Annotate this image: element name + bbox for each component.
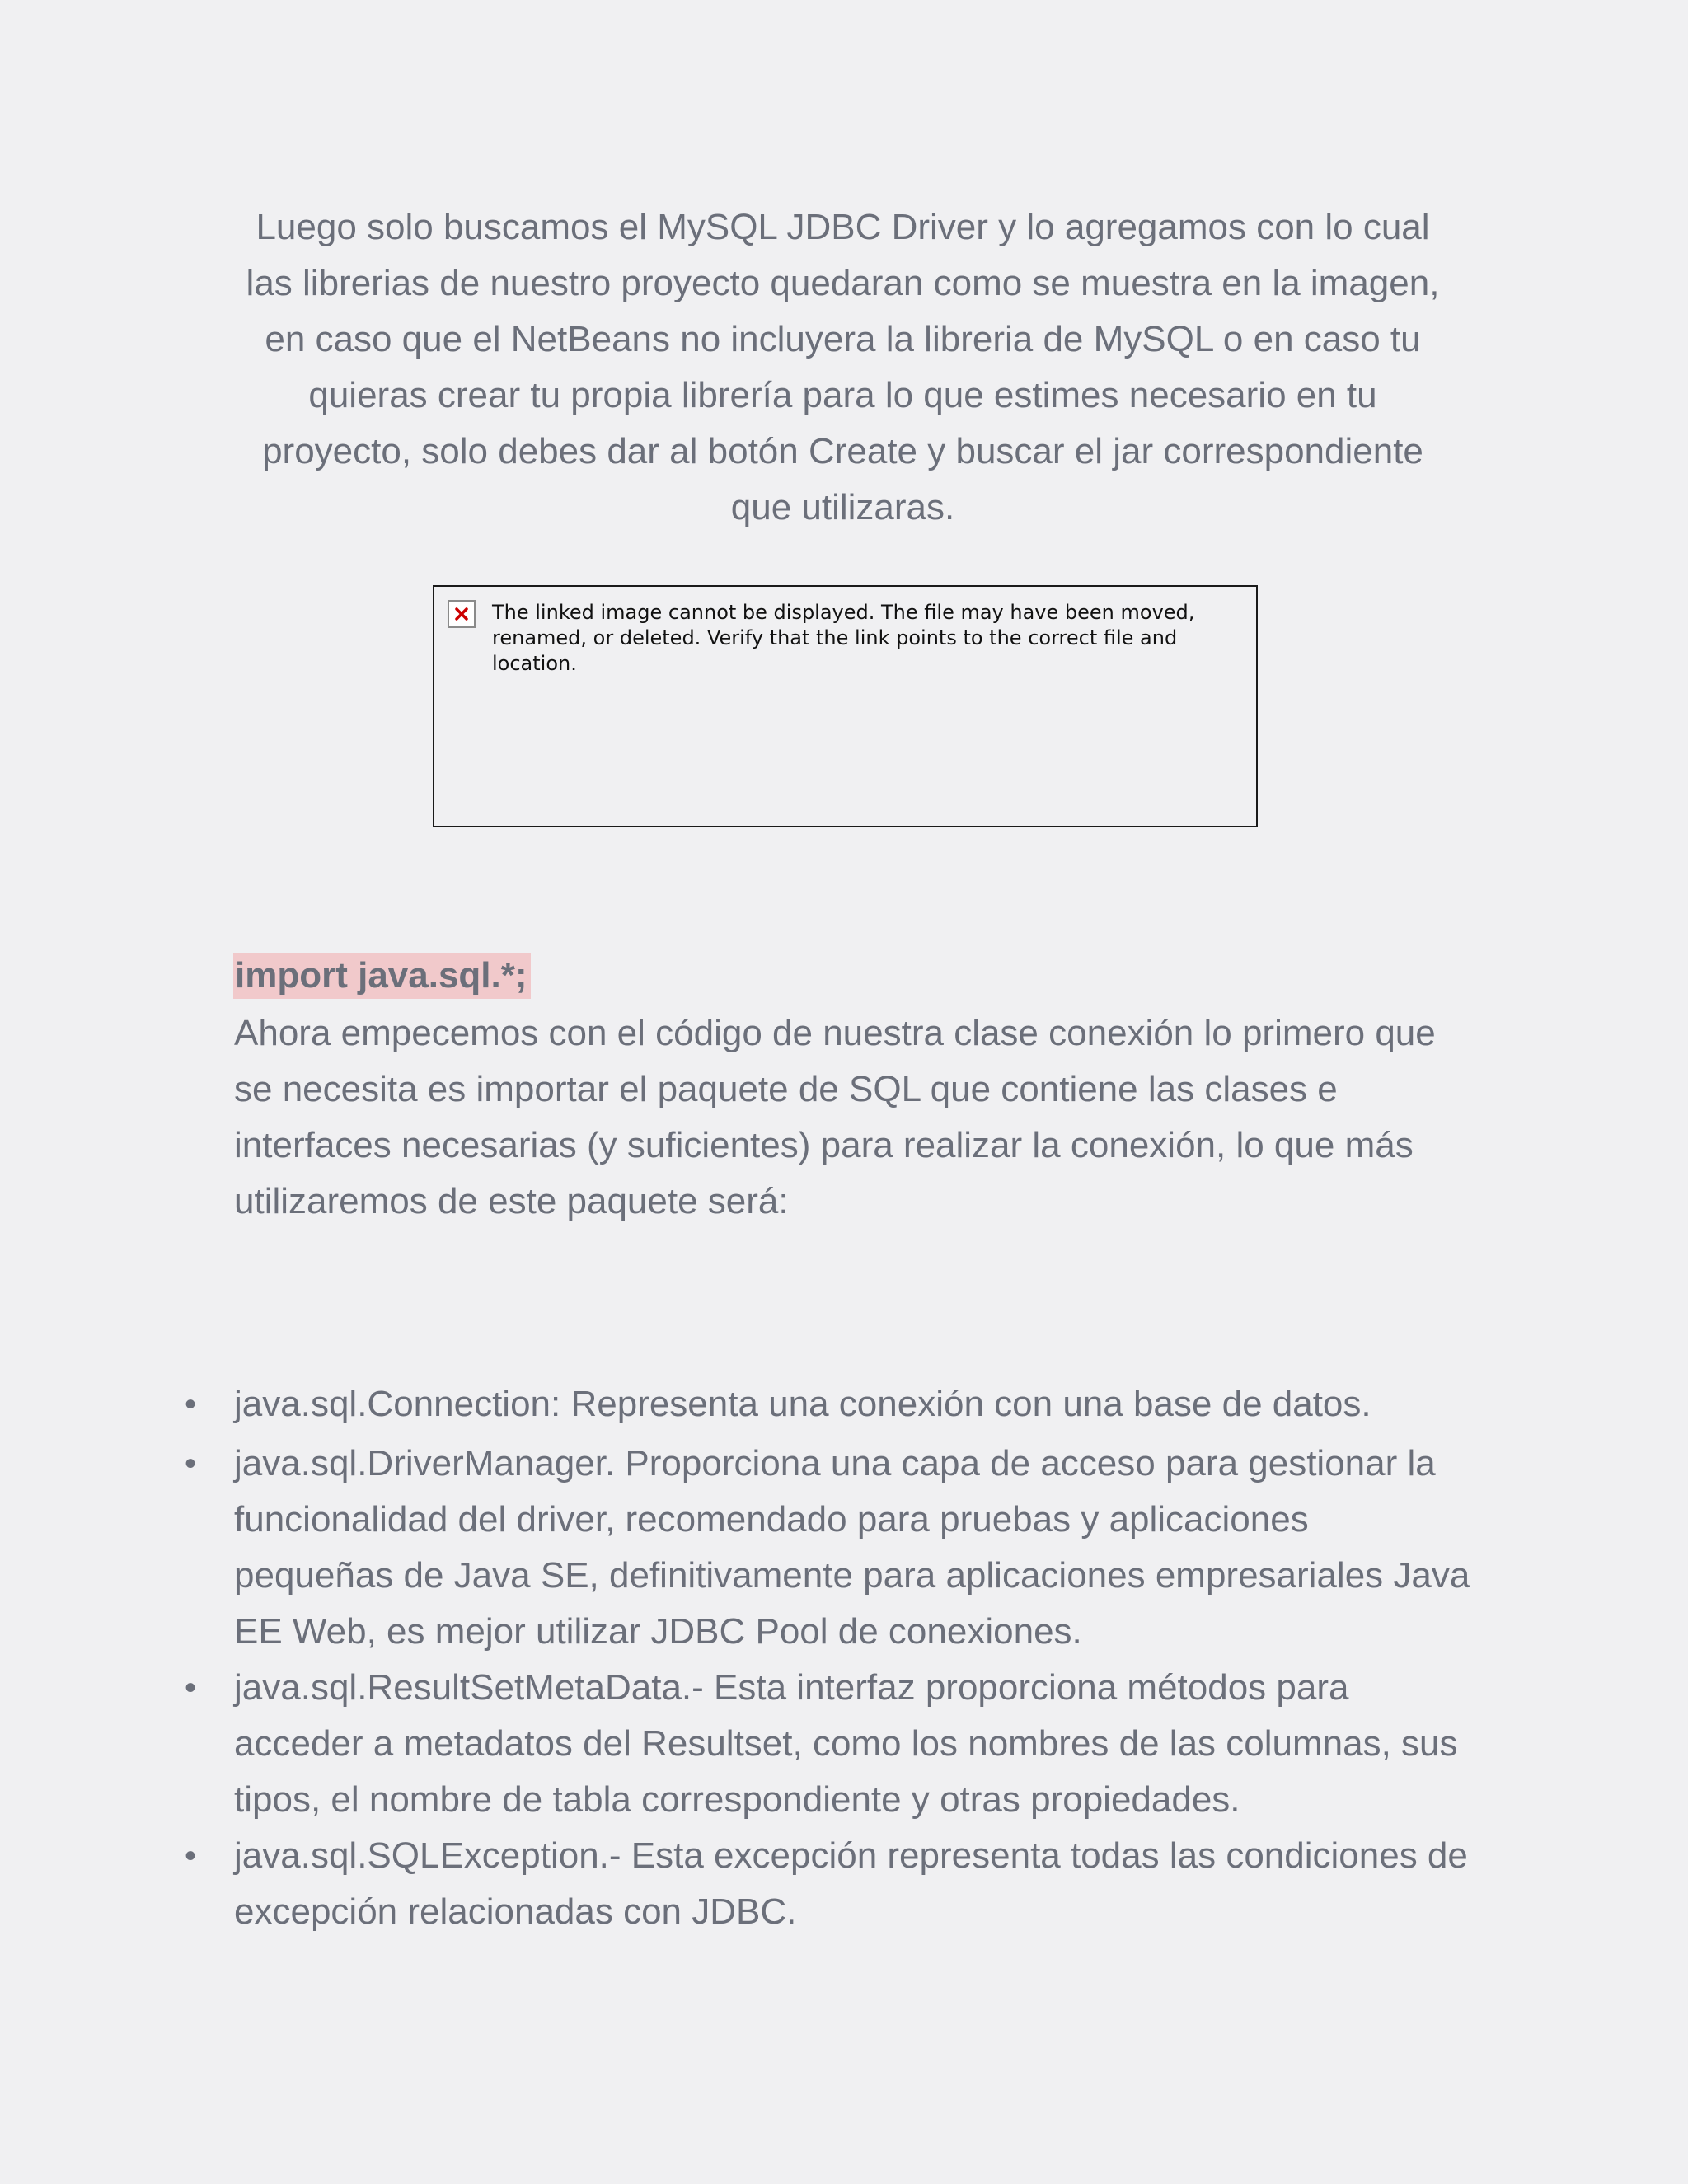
bullet-marker: •	[185, 1446, 197, 1482]
list-item-text: java.sql.Connection: Representa una conexión con una base de datos.	[234, 1384, 1372, 1424]
body-paragraph: Ahora empecemos con el código de nuestra clase conexión lo primero que se necesita es importar el paquete de SQL que contiene las clases e interfaces necesarias (y suficientes) para realizar la conexión, lo que más utilizaremos de este paquete será:	[234, 1013, 1436, 1221]
list-item	[185, 1376, 1470, 1432]
list-item-text: java.sql.DriverManager. Proporciona una capa de acceso para gestionar la funcionalidad del driver, recomendado para pruebas y aplicaciones pequeñas de Java SE, definitivamente para aplicaciones empresariales Java EE Web, es mejor utilizar JDBC Pool de conexiones.	[234, 1443, 1470, 1652]
broken-image-placeholder	[433, 585, 1258, 827]
list-item	[185, 1660, 1470, 1828]
list-item-text: java.sql.SQLException.- Esta excepción representa todas las condiciones de excepción relacionadas con JDBC.	[234, 1835, 1468, 1932]
bullet-marker: •	[185, 1838, 197, 1874]
bullet-marker: •	[185, 1670, 197, 1706]
intro-paragraph: Luego solo buscamos el MySQL JDBC Driver y lo agregamos con lo cual las librerias de nuestro proyecto quedaran como se muestra en la imagen, en caso que el NetBeans no incluyera la libreria de MySQL o en caso tu quieras crear tu propia librería para lo que estimes necesario en tu proyecto, solo debes dar al botón Create y buscar el jar correspondiente que utilizaras.	[246, 207, 1440, 527]
broken-image-message: The linked image cannot be displayed. The file may have been moved, renamed, or deleted. Verify that the link points to the correct file and location.	[492, 601, 1195, 675]
list-item	[185, 1828, 1470, 1940]
broken-image-icon	[448, 600, 476, 628]
list-item	[185, 1436, 1470, 1660]
bullet-list	[185, 1376, 1470, 1940]
list-item-text: java.sql.ResultSetMetaData.- Esta interfaz proporciona métodos para acceder a metadatos del Resultset, como los nombres de las columnas, sus tipos, el nombre de tabla correspondiente y otras propiedades.	[234, 1667, 1458, 1820]
bullet-marker: •	[185, 1386, 197, 1422]
import-statement: import java.sql.*;	[233, 953, 531, 999]
